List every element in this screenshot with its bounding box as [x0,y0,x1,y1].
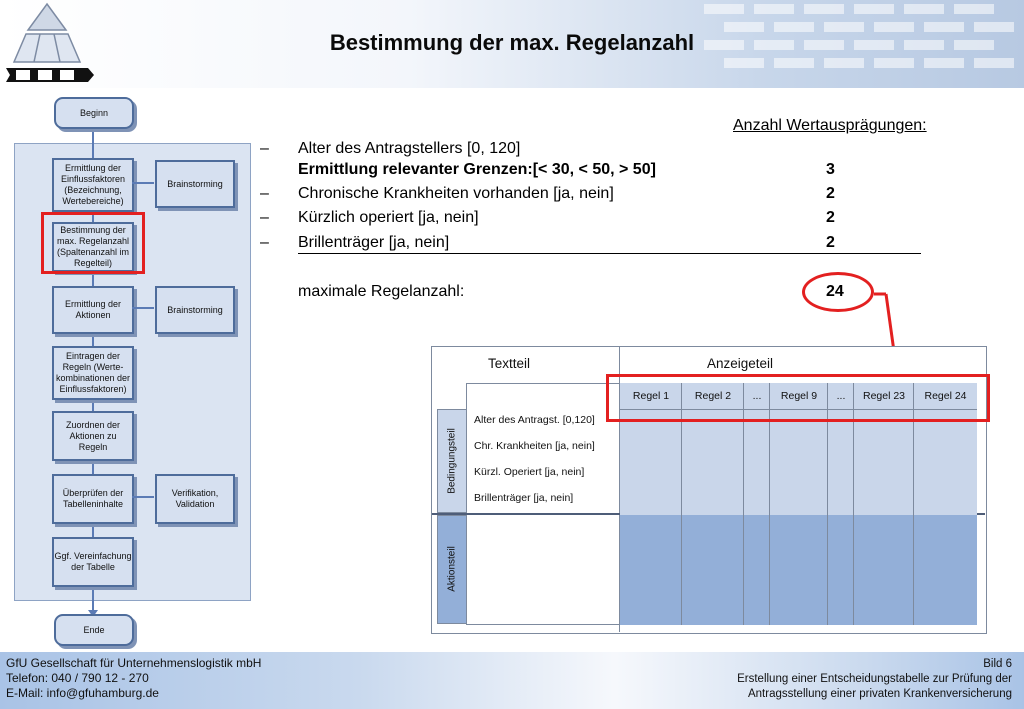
value-operiert: 2 [826,209,835,226]
value-grenzen: 3 [826,161,835,178]
rule-sep [853,515,854,625]
flow-step-aktionen: Ermittlung der Aktionen [52,286,134,334]
bedingungsteil-label: Bedingungsteil [446,428,458,494]
rule-header: Regel 2 [694,390,732,402]
max-value: 24 [826,283,844,300]
side-verifikation: Verifikation, Validation [155,474,235,524]
rule-header: ... [752,390,762,402]
footer-contact [6,656,261,701]
rule-header: Regel 23 [862,390,906,402]
flow-connector [132,182,154,184]
rule-header-highlight [606,374,990,422]
side-brainstorming-1: Brainstorming [155,160,235,208]
bullet-operiert: Kürzlich operiert [ja, nein] [298,209,479,226]
rule-header: Regel 1 [632,390,670,402]
rule-header: Regel 24 [924,390,967,402]
footer-subtitle-2: Antragsstellung einer privaten Krankenversicherung [747,688,1012,700]
condition-row: Brillenträger [ja, nein] [474,492,574,504]
bullet-alter: Alter des Antragstellers [0, 120] [298,140,521,157]
rule-header: ... [836,390,846,402]
flow-end: Ende [54,614,134,646]
bullet-dash: – [260,140,269,157]
bullet-grenzen: Ermittlung relevanter Grenzen:[< 30, < 50, > 50] [298,161,656,178]
rule-header: Regel 9 [780,390,818,402]
max-value-circle [802,272,874,312]
bullet-dash: – [260,209,269,226]
value-brille: 2 [826,234,835,251]
rule-sep [743,515,744,625]
aktionsteil-label: Aktionsteil [446,546,458,592]
max-label: maximale Regelanzahl: [298,283,465,300]
flow-connector [132,496,154,498]
bullet-brille: Brillenträger [ja, nein] [298,234,450,251]
bullet-dash: – [260,185,269,202]
flow-step-regelanzahl: Bestimmung der max. Regelanzahl (Spaltenanzahl im Regelteil) [52,222,134,272]
flow-step-vereinfachung: Ggf. Vereinfachung der Tabelle [52,537,134,587]
sum-underline [298,253,921,254]
flow-step-zuordnen: Zuordnen der Aktionen zu Regeln [52,411,134,461]
flow-begin: Beginn [54,97,134,129]
flow-connector [132,307,154,309]
footer-subtitle-1: Erstellung einer Entscheidungstabelle zur Prüfung der [737,673,1012,685]
value-chronisch: 2 [826,185,835,202]
condition-row: Alter des Antragst. [0,120] [474,414,595,426]
action-area [620,515,977,625]
footer-email[interactable]: E-Mail: info@gfuhamburg.de [6,686,159,700]
footer-phone: Telefon: 040 / 790 12 - 270 [6,671,149,685]
bullet-dash: – [260,234,269,251]
anzeigeteil-label: Anzeigeteil [707,356,774,371]
slide-title: Bestimmung der max. Regelanzahl [329,30,695,55]
textteil-label: Textteil [488,356,531,371]
bullet-chronisch: Chronische Krankheiten vorhanden [ja, nein] [298,185,614,202]
flow-step-ueberpruefen: Überprüfen der Tabelleninhalte [52,474,134,524]
flow-step-regeln: Eintragen der Regeln (Werte-kombinationen der Einflussfaktoren) [52,346,134,400]
rule-sep [681,515,682,625]
current-step-highlight [41,212,145,274]
anzahl-header: Anzahl Wertausprägungen: [733,117,927,134]
footer-company: GfU Gesellschaft für Unternehmenslogistik mbH [6,656,262,670]
side-brainstorming-2: Brainstorming [155,286,235,334]
rule-sep [913,515,914,625]
rule-sep [827,515,828,625]
slide-number: Bild 6 [983,658,1012,670]
condition-row: Kürzl. Operiert [ja, nein] [474,466,585,478]
footer-info [737,657,1012,702]
flow-step-einflussfaktoren: Ermittlung der Einflussfaktoren (Bezeichnung, Wertebereiche) [52,158,134,212]
rule-sep [769,515,770,625]
condition-row: Chr. Krankheiten [ja, nein] [474,440,595,452]
